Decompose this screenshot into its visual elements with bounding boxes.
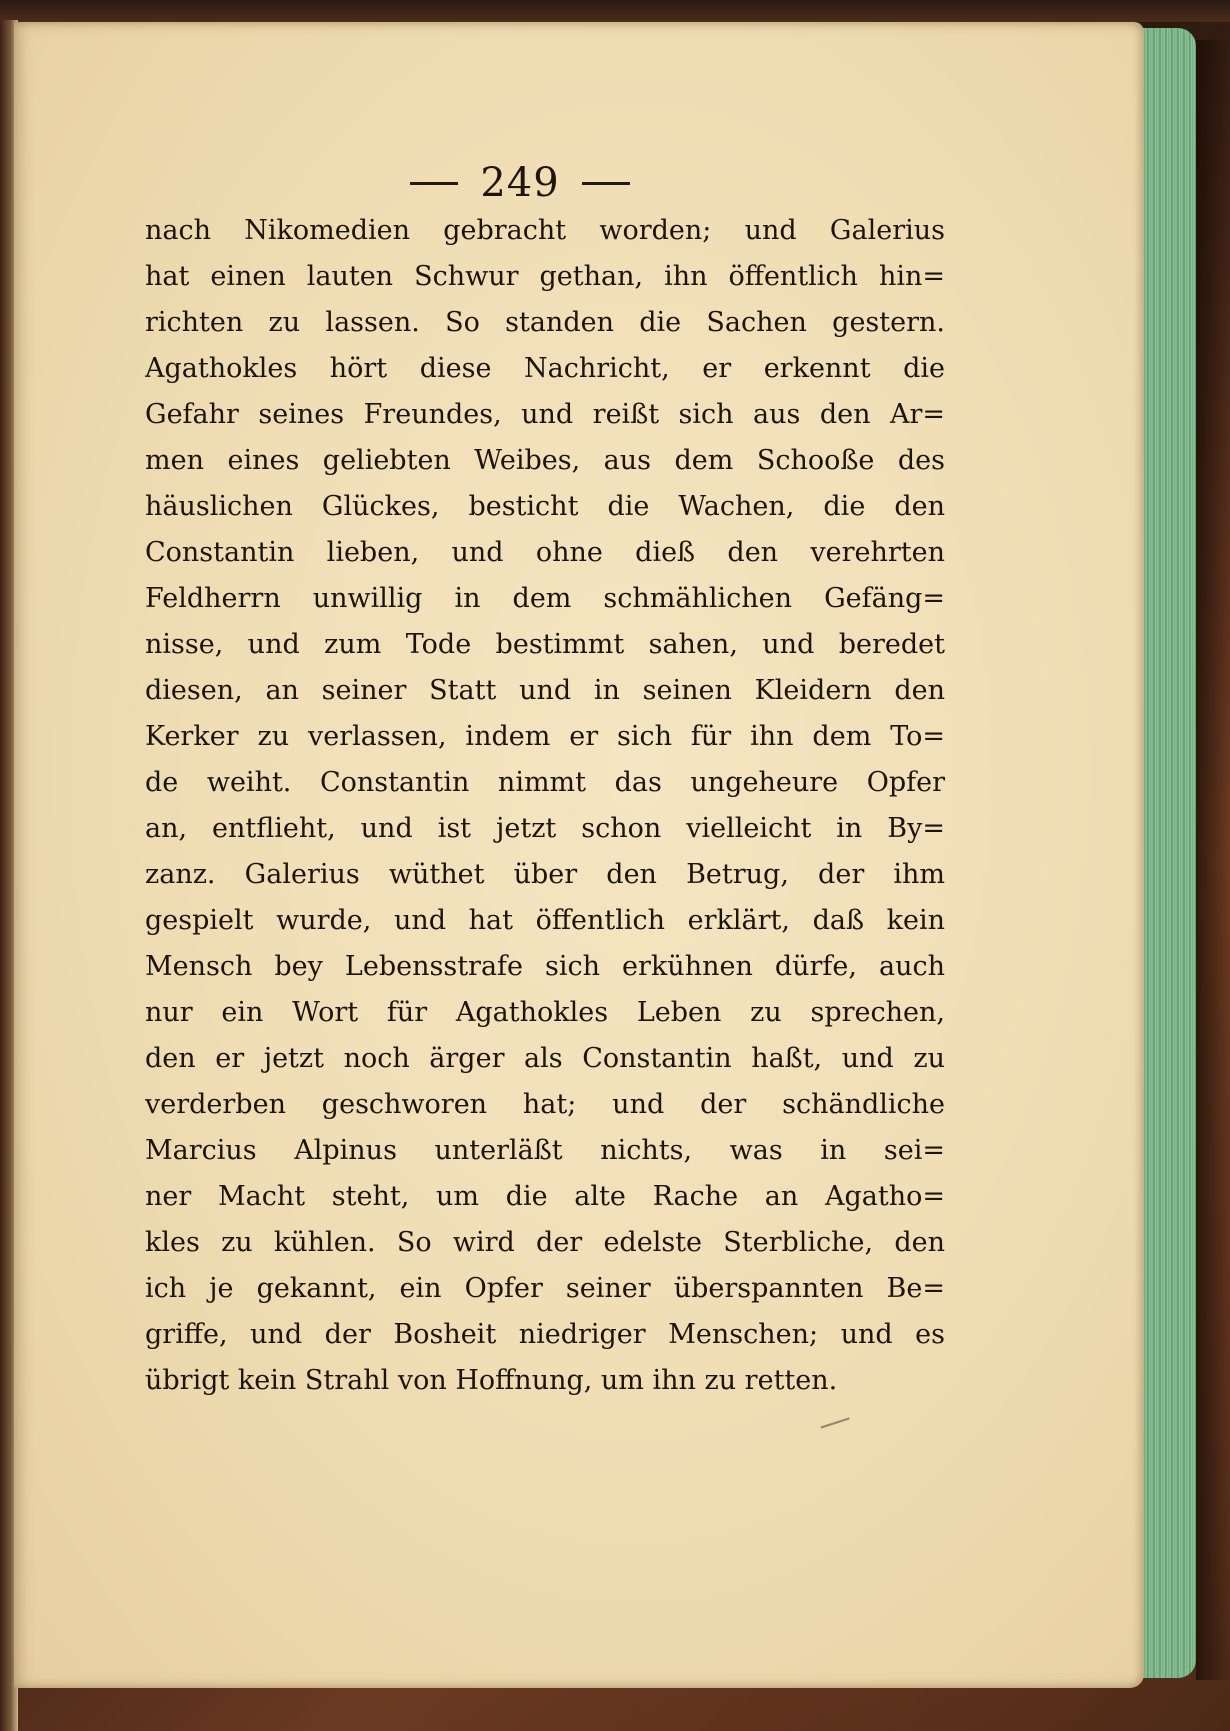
- text-line: Marcius Alpinus unterläßt nichts, was in sei=: [145, 1135, 945, 1166]
- text-line: häuslichen Glückes, besticht die Wachen, die den: [145, 491, 945, 522]
- page-number: 249: [480, 160, 560, 206]
- text-line: an, entflieht, und ist jetzt schon vielleicht in By=: [145, 813, 945, 844]
- text-line: richten zu lassen. So standen die Sachen gestern.: [145, 307, 945, 338]
- text-line: Mensch bey Lebensstrafe sich erkühnen dürfe, auch: [145, 951, 945, 982]
- text-line: zanz. Galerius wüthet über den Betrug, der ihm: [145, 859, 945, 890]
- text-line: hat einen lauten Schwur gethan, ihn öffentlich hin=: [145, 261, 945, 292]
- text-line: ner Macht steht, um die alte Rache an Agatho=: [145, 1181, 945, 1212]
- text-line: men eines geliebten Weibes, aus dem Schooße des: [145, 445, 945, 476]
- text-line: Constantin lieben, und ohne dieß den verehrten: [145, 537, 945, 568]
- header-dash-left: [410, 182, 458, 185]
- text-line: griffe, und der Bosheit niedriger Menschen; und es: [145, 1319, 945, 1350]
- text-line: diesen, an seiner Statt und in seinen Kleidern den: [145, 675, 945, 706]
- text-line: nur ein Wort für Agathokles Leben zu sprechen,: [145, 997, 945, 1028]
- text-line: Gefahr seines Freundes, und reißt sich aus den Ar=: [145, 399, 945, 430]
- body-text: [145, 208, 945, 1404]
- text-line: Agathokles hört diese Nachricht, er erkennt die: [145, 353, 945, 384]
- text-line: ich je gekannt, ein Opfer seiner überspannten Be=: [145, 1273, 945, 1304]
- green-page-edges: [1138, 28, 1196, 1678]
- text-line: nach Nikomedien gebracht worden; und Galerius: [145, 215, 945, 246]
- text-line: den er jetzt noch ärger als Constantin haßt, und zu: [145, 1043, 945, 1074]
- edge-shadow: [1196, 40, 1230, 1680]
- text-line: de weiht. Constantin nimmt das ungeheure Opfer: [145, 767, 945, 798]
- page-header: [400, 158, 640, 208]
- header-dash-right: [582, 182, 630, 185]
- cover-board-top: [0, 0, 1230, 22]
- text-line: gespielt wurde, und hat öffentlich erklärt, daß kein: [145, 905, 945, 936]
- text-line: verderben geschworen hat; und der schändliche: [145, 1089, 945, 1120]
- text-line: nisse, und zum Tode bestimmt sahen, und beredet: [145, 629, 945, 660]
- text-line: Feldherrn unwillig in dem schmählichen Gefäng=: [145, 583, 945, 614]
- text-line-last: übrigt kein Strahl von Hoffnung, um ihn zu retten.: [145, 1365, 838, 1396]
- text-line: Kerker zu verlassen, indem er sich für ihn dem To=: [145, 721, 945, 752]
- text-line: kles zu kühlen. So wird der edelste Sterbliche, den: [145, 1227, 945, 1258]
